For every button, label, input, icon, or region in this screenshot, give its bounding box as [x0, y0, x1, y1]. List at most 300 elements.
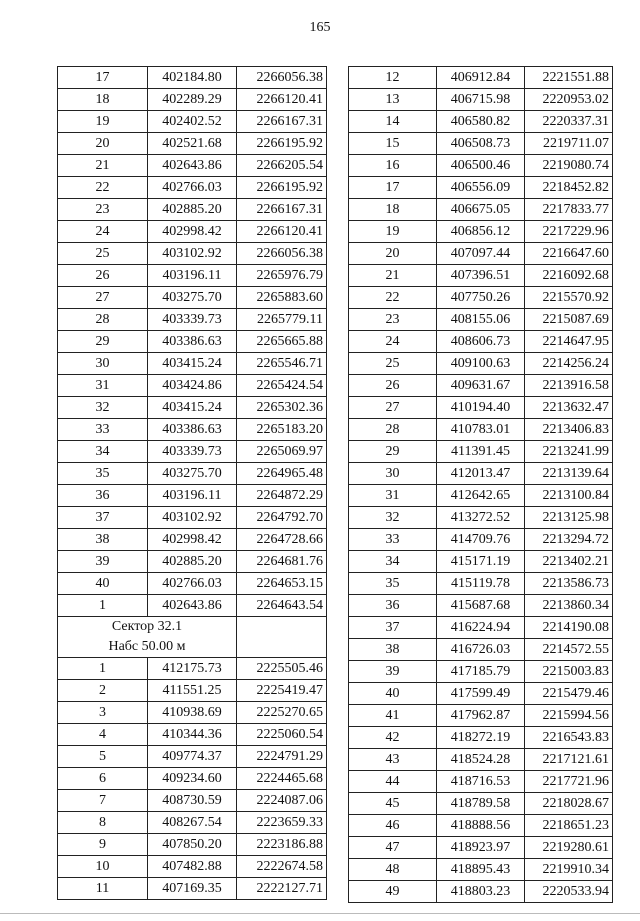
- table-row: [349, 265, 613, 287]
- x-coordinate: 406856.12: [437, 221, 525, 243]
- y-coordinate: 2224791.29: [237, 746, 327, 768]
- x-coordinate: 402885.20: [148, 199, 237, 221]
- y-coordinate: 2216543.83: [525, 727, 613, 749]
- point-number: 28: [349, 419, 437, 441]
- table-row: [58, 221, 327, 243]
- point-number: 36: [349, 595, 437, 617]
- x-coordinate: 403424.86: [148, 375, 237, 397]
- point-number: 20: [58, 133, 148, 155]
- scan-edge-line: [0, 913, 640, 914]
- table-row: [349, 89, 613, 111]
- x-coordinate: 407097.44: [437, 243, 525, 265]
- y-coordinate: 2218028.67: [525, 793, 613, 815]
- x-coordinate: 407850.20: [148, 834, 237, 856]
- point-number: 33: [58, 419, 148, 441]
- table-row: [349, 155, 613, 177]
- point-number: 16: [349, 155, 437, 177]
- x-coordinate: 407750.26: [437, 287, 525, 309]
- table-row: [349, 771, 613, 793]
- x-coordinate: 414709.76: [437, 529, 525, 551]
- x-coordinate: 403415.24: [148, 353, 237, 375]
- x-coordinate: 406912.84: [437, 67, 525, 89]
- point-number: 19: [349, 221, 437, 243]
- x-coordinate: 409100.63: [437, 353, 525, 375]
- table-row: [58, 812, 327, 834]
- point-number: 26: [58, 265, 148, 287]
- point-number: 18: [349, 199, 437, 221]
- y-coordinate: 2213916.58: [525, 375, 613, 397]
- y-coordinate: 2220337.31: [525, 111, 613, 133]
- table-row: [349, 507, 613, 529]
- y-coordinate: 2225419.47: [237, 680, 327, 702]
- sector-header: [58, 617, 327, 658]
- point-number: 6: [58, 768, 148, 790]
- x-coordinate: 403196.11: [148, 265, 237, 287]
- x-coordinate: 410194.40: [437, 397, 525, 419]
- point-number: 2: [58, 680, 148, 702]
- x-coordinate: 417185.79: [437, 661, 525, 683]
- point-number: 19: [58, 111, 148, 133]
- point-number: 31: [58, 375, 148, 397]
- table-row: [349, 419, 613, 441]
- table-row: [58, 573, 327, 595]
- y-coordinate: 2266195.92: [237, 133, 327, 155]
- point-number: 20: [349, 243, 437, 265]
- y-coordinate: 2265665.88: [237, 331, 327, 353]
- table-row: [58, 199, 327, 221]
- point-number: 14: [349, 111, 437, 133]
- x-coordinate: 406715.98: [437, 89, 525, 111]
- right-rows: [349, 67, 613, 903]
- y-coordinate: 2220533.94: [525, 881, 613, 903]
- y-coordinate: 2216647.60: [525, 243, 613, 265]
- y-coordinate: 2224087.06: [237, 790, 327, 812]
- x-coordinate: 415171.19: [437, 551, 525, 573]
- y-coordinate: 2224465.68: [237, 768, 327, 790]
- table-row: [58, 353, 327, 375]
- point-number: 9: [58, 834, 148, 856]
- x-coordinate: 402998.42: [148, 221, 237, 243]
- table-row: [58, 856, 327, 878]
- table-row: [349, 133, 613, 155]
- x-coordinate: 410783.01: [437, 419, 525, 441]
- table-row: [58, 507, 327, 529]
- table-row: [349, 749, 613, 771]
- table-row: [349, 573, 613, 595]
- point-number: 32: [349, 507, 437, 529]
- x-coordinate: 412642.65: [437, 485, 525, 507]
- point-number: 42: [349, 727, 437, 749]
- y-coordinate: 2213632.47: [525, 397, 613, 419]
- point-number: 4: [58, 724, 148, 746]
- x-coordinate: 417962.87: [437, 705, 525, 727]
- y-coordinate: 2225505.46: [237, 658, 327, 680]
- y-coordinate: 2215994.56: [525, 705, 613, 727]
- table-row: [349, 331, 613, 353]
- table-row: [58, 419, 327, 441]
- x-coordinate: 402998.42: [148, 529, 237, 551]
- point-number: 34: [58, 441, 148, 463]
- point-number: 38: [58, 529, 148, 551]
- table-row: [349, 243, 613, 265]
- y-coordinate: 2219711.07: [525, 133, 613, 155]
- y-coordinate: 2217121.61: [525, 749, 613, 771]
- x-coordinate: 402521.68: [148, 133, 237, 155]
- y-coordinate: 2213406.83: [525, 419, 613, 441]
- table-row: [349, 793, 613, 815]
- point-number: 45: [349, 793, 437, 815]
- x-coordinate: 403339.73: [148, 441, 237, 463]
- table-row: [58, 375, 327, 397]
- x-coordinate: 403196.11: [148, 485, 237, 507]
- left-rows-bottom: [58, 658, 327, 900]
- y-coordinate: 2264872.29: [237, 485, 327, 507]
- point-number: 25: [58, 243, 148, 265]
- point-number: 18: [58, 89, 148, 111]
- point-number: 49: [349, 881, 437, 903]
- table-row: [58, 724, 327, 746]
- x-coordinate: 402766.03: [148, 573, 237, 595]
- y-coordinate: 2225270.65: [237, 702, 327, 724]
- y-coordinate: 2266205.54: [237, 155, 327, 177]
- y-coordinate: 2214572.55: [525, 639, 613, 661]
- sector-title: Сектор 32.1: [111, 619, 183, 634]
- point-number: 46: [349, 815, 437, 837]
- left-rows-top: [58, 67, 327, 617]
- point-number: 3: [58, 702, 148, 724]
- x-coordinate: 402766.03: [148, 177, 237, 199]
- x-coordinate: 402402.52: [148, 111, 237, 133]
- x-coordinate: 418716.53: [437, 771, 525, 793]
- point-number: 17: [349, 177, 437, 199]
- x-coordinate: 403339.73: [148, 309, 237, 331]
- table-row: [58, 89, 327, 111]
- table-row: [58, 397, 327, 419]
- y-coordinate: 2214190.08: [525, 617, 613, 639]
- point-number: 27: [349, 397, 437, 419]
- table-row: [349, 837, 613, 859]
- point-number: 31: [349, 485, 437, 507]
- point-number: 13: [349, 89, 437, 111]
- x-coordinate: 402643.86: [148, 595, 237, 617]
- table-row: [58, 177, 327, 199]
- x-coordinate: 416726.03: [437, 639, 525, 661]
- table-row: [58, 67, 327, 89]
- point-number: 11: [58, 878, 148, 900]
- point-number: 29: [58, 331, 148, 353]
- point-number: 12: [349, 67, 437, 89]
- table-row: [58, 680, 327, 702]
- x-coordinate: 403102.92: [148, 507, 237, 529]
- table-row: [58, 441, 327, 463]
- x-coordinate: 406675.05: [437, 199, 525, 221]
- table-row: [349, 815, 613, 837]
- table-row: [349, 397, 613, 419]
- y-coordinate: 2265424.54: [237, 375, 327, 397]
- table-row: [349, 287, 613, 309]
- x-coordinate: 409234.60: [148, 768, 237, 790]
- x-coordinate: 403275.70: [148, 287, 237, 309]
- x-coordinate: 403386.63: [148, 331, 237, 353]
- point-number: 40: [349, 683, 437, 705]
- point-number: 24: [58, 221, 148, 243]
- point-number: 21: [349, 265, 437, 287]
- y-coordinate: 2217833.77: [525, 199, 613, 221]
- x-coordinate: 410344.36: [148, 724, 237, 746]
- y-coordinate: 2219280.61: [525, 837, 613, 859]
- x-coordinate: 418524.28: [437, 749, 525, 771]
- table-row: [349, 639, 613, 661]
- y-coordinate: 2266056.38: [237, 67, 327, 89]
- table-row: [349, 463, 613, 485]
- x-coordinate: 411391.45: [437, 441, 525, 463]
- x-coordinate: 403415.24: [148, 397, 237, 419]
- sector-header-row: [58, 617, 327, 658]
- point-number: 39: [58, 551, 148, 573]
- table-row: [58, 485, 327, 507]
- y-coordinate: 2221551.88: [525, 67, 613, 89]
- x-coordinate: 402885.20: [148, 551, 237, 573]
- point-number: 21: [58, 155, 148, 177]
- table-row: [349, 661, 613, 683]
- table-row: [58, 746, 327, 768]
- table-row: [58, 243, 327, 265]
- table-row: [58, 111, 327, 133]
- y-coordinate: 2264728.66: [237, 529, 327, 551]
- table-row: [349, 617, 613, 639]
- y-coordinate: 2264965.48: [237, 463, 327, 485]
- y-coordinate: 2216092.68: [525, 265, 613, 287]
- table-row: [58, 529, 327, 551]
- y-coordinate: 2265779.11: [237, 309, 327, 331]
- table-row: [58, 551, 327, 573]
- x-coordinate: 406580.82: [437, 111, 525, 133]
- y-coordinate: 2213586.73: [525, 573, 613, 595]
- table-row: [58, 133, 327, 155]
- y-coordinate: 2217721.96: [525, 771, 613, 793]
- y-coordinate: 2265069.97: [237, 441, 327, 463]
- table-row: [349, 375, 613, 397]
- y-coordinate: 2215087.69: [525, 309, 613, 331]
- sector-header-cell: [58, 617, 237, 658]
- x-coordinate: 402643.86: [148, 155, 237, 177]
- point-number: 29: [349, 441, 437, 463]
- x-coordinate: 418923.97: [437, 837, 525, 859]
- table-row: [58, 287, 327, 309]
- x-coordinate: 412175.73: [148, 658, 237, 680]
- y-coordinate: 2218651.23: [525, 815, 613, 837]
- point-number: 22: [349, 287, 437, 309]
- table-row: [349, 177, 613, 199]
- x-coordinate: 408155.06: [437, 309, 525, 331]
- y-coordinate: 2264643.54: [237, 595, 327, 617]
- x-coordinate: 418789.58: [437, 793, 525, 815]
- point-number: 44: [349, 771, 437, 793]
- x-coordinate: 403386.63: [148, 419, 237, 441]
- y-coordinate: 2264792.70: [237, 507, 327, 529]
- point-number: 48: [349, 859, 437, 881]
- point-number: 26: [349, 375, 437, 397]
- table-row: [349, 485, 613, 507]
- table-row: [349, 705, 613, 727]
- table-row: [349, 309, 613, 331]
- page-number: 165: [309, 20, 331, 35]
- x-coordinate: 415119.78: [437, 573, 525, 595]
- x-coordinate: 418272.19: [437, 727, 525, 749]
- x-coordinate: 406556.09: [437, 177, 525, 199]
- x-coordinate: 408267.54: [148, 812, 237, 834]
- x-coordinate: 407396.51: [437, 265, 525, 287]
- point-number: 41: [349, 705, 437, 727]
- point-number: 37: [349, 617, 437, 639]
- point-number: 34: [349, 551, 437, 573]
- x-coordinate: 409631.67: [437, 375, 525, 397]
- point-number: 39: [349, 661, 437, 683]
- x-coordinate: 406500.46: [437, 155, 525, 177]
- table-row: [58, 768, 327, 790]
- table-row: [58, 331, 327, 353]
- table-row: [349, 595, 613, 617]
- x-coordinate: 418803.23: [437, 881, 525, 903]
- x-coordinate: 402289.29: [148, 89, 237, 111]
- point-number: 35: [349, 573, 437, 595]
- y-coordinate: 2265883.60: [237, 287, 327, 309]
- y-coordinate: 2264653.15: [237, 573, 327, 595]
- table-row: [58, 595, 327, 617]
- y-coordinate: 2213294.72: [525, 529, 613, 551]
- y-coordinate: 2219080.74: [525, 155, 613, 177]
- y-coordinate: 2220953.02: [525, 89, 613, 111]
- coordinates-table-right: [348, 66, 613, 903]
- y-coordinate: 2223659.33: [237, 812, 327, 834]
- y-coordinate: 2265183.20: [237, 419, 327, 441]
- x-coordinate: 403102.92: [148, 243, 237, 265]
- y-coordinate: 2213860.34: [525, 595, 613, 617]
- y-coordinate: 2265302.36: [237, 397, 327, 419]
- point-number: 17: [58, 67, 148, 89]
- x-coordinate: 409774.37: [148, 746, 237, 768]
- y-coordinate: 2213241.99: [525, 441, 613, 463]
- table-row: [349, 221, 613, 243]
- y-coordinate: 2215479.46: [525, 683, 613, 705]
- y-coordinate: 2266167.31: [237, 199, 327, 221]
- y-coordinate: 2213100.84: [525, 485, 613, 507]
- point-number: 47: [349, 837, 437, 859]
- table-row: [58, 463, 327, 485]
- y-coordinate: 2222127.71: [237, 878, 327, 900]
- x-coordinate: 403275.70: [148, 463, 237, 485]
- x-coordinate: 411551.25: [148, 680, 237, 702]
- x-coordinate: 407482.88: [148, 856, 237, 878]
- table-row: [58, 878, 327, 900]
- point-number: 23: [58, 199, 148, 221]
- coordinates-table-left: [57, 66, 327, 900]
- table-row: [349, 199, 613, 221]
- point-number: 30: [349, 463, 437, 485]
- table-row: [349, 881, 613, 903]
- sector-empty-cell: [237, 617, 327, 658]
- y-coordinate: 2266167.31: [237, 111, 327, 133]
- y-coordinate: 2215570.92: [525, 287, 613, 309]
- x-coordinate: 418888.56: [437, 815, 525, 837]
- y-coordinate: 2214256.24: [525, 353, 613, 375]
- y-coordinate: 2264681.76: [237, 551, 327, 573]
- y-coordinate: 2266120.41: [237, 221, 327, 243]
- y-coordinate: 2217229.96: [525, 221, 613, 243]
- point-number: 40: [58, 573, 148, 595]
- y-coordinate: 2213139.64: [525, 463, 613, 485]
- table-row: [58, 834, 327, 856]
- table-row: [58, 309, 327, 331]
- table-row: [58, 702, 327, 724]
- table-row: [349, 683, 613, 705]
- x-coordinate: 406508.73: [437, 133, 525, 155]
- x-coordinate: 407169.35: [148, 878, 237, 900]
- x-coordinate: 402184.80: [148, 67, 237, 89]
- y-coordinate: 2215003.83: [525, 661, 613, 683]
- x-coordinate: 408730.59: [148, 790, 237, 812]
- y-coordinate: 2266056.38: [237, 243, 327, 265]
- point-number: 30: [58, 353, 148, 375]
- x-coordinate: 415687.68: [437, 595, 525, 617]
- table-row: [58, 155, 327, 177]
- x-coordinate: 408606.73: [437, 331, 525, 353]
- point-number: 7: [58, 790, 148, 812]
- point-number: 35: [58, 463, 148, 485]
- x-coordinate: 410938.69: [148, 702, 237, 724]
- point-number: 22: [58, 177, 148, 199]
- point-number: 5: [58, 746, 148, 768]
- point-number: 43: [349, 749, 437, 771]
- point-number: 1: [58, 658, 148, 680]
- y-coordinate: 2219910.34: [525, 859, 613, 881]
- y-coordinate: 2266120.41: [237, 89, 327, 111]
- point-number: 23: [349, 309, 437, 331]
- x-coordinate: 412013.47: [437, 463, 525, 485]
- point-number: 27: [58, 287, 148, 309]
- point-number: 33: [349, 529, 437, 551]
- y-coordinate: 2222674.58: [237, 856, 327, 878]
- x-coordinate: 413272.52: [437, 507, 525, 529]
- y-coordinate: 2213125.98: [525, 507, 613, 529]
- table-row: [349, 859, 613, 881]
- point-number: 36: [58, 485, 148, 507]
- table-row: [349, 67, 613, 89]
- y-coordinate: 2218452.82: [525, 177, 613, 199]
- y-coordinate: 2213402.21: [525, 551, 613, 573]
- x-coordinate: 417599.49: [437, 683, 525, 705]
- y-coordinate: 2223186.88: [237, 834, 327, 856]
- table-row: [58, 658, 327, 680]
- y-coordinate: 2265976.79: [237, 265, 327, 287]
- table-row: [349, 551, 613, 573]
- point-number: 25: [349, 353, 437, 375]
- point-number: 8: [58, 812, 148, 834]
- point-number: 24: [349, 331, 437, 353]
- table-row: [58, 790, 327, 812]
- table-row: [349, 727, 613, 749]
- point-number: 38: [349, 639, 437, 661]
- y-coordinate: 2225060.54: [237, 724, 327, 746]
- table-row: [349, 441, 613, 463]
- point-number: 32: [58, 397, 148, 419]
- point-number: 37: [58, 507, 148, 529]
- point-number: 1: [58, 595, 148, 617]
- table-row: [58, 265, 327, 287]
- sector-subtitle: Набс 50.00 м: [108, 639, 186, 654]
- table-row: [349, 353, 613, 375]
- y-coordinate: 2266195.92: [237, 177, 327, 199]
